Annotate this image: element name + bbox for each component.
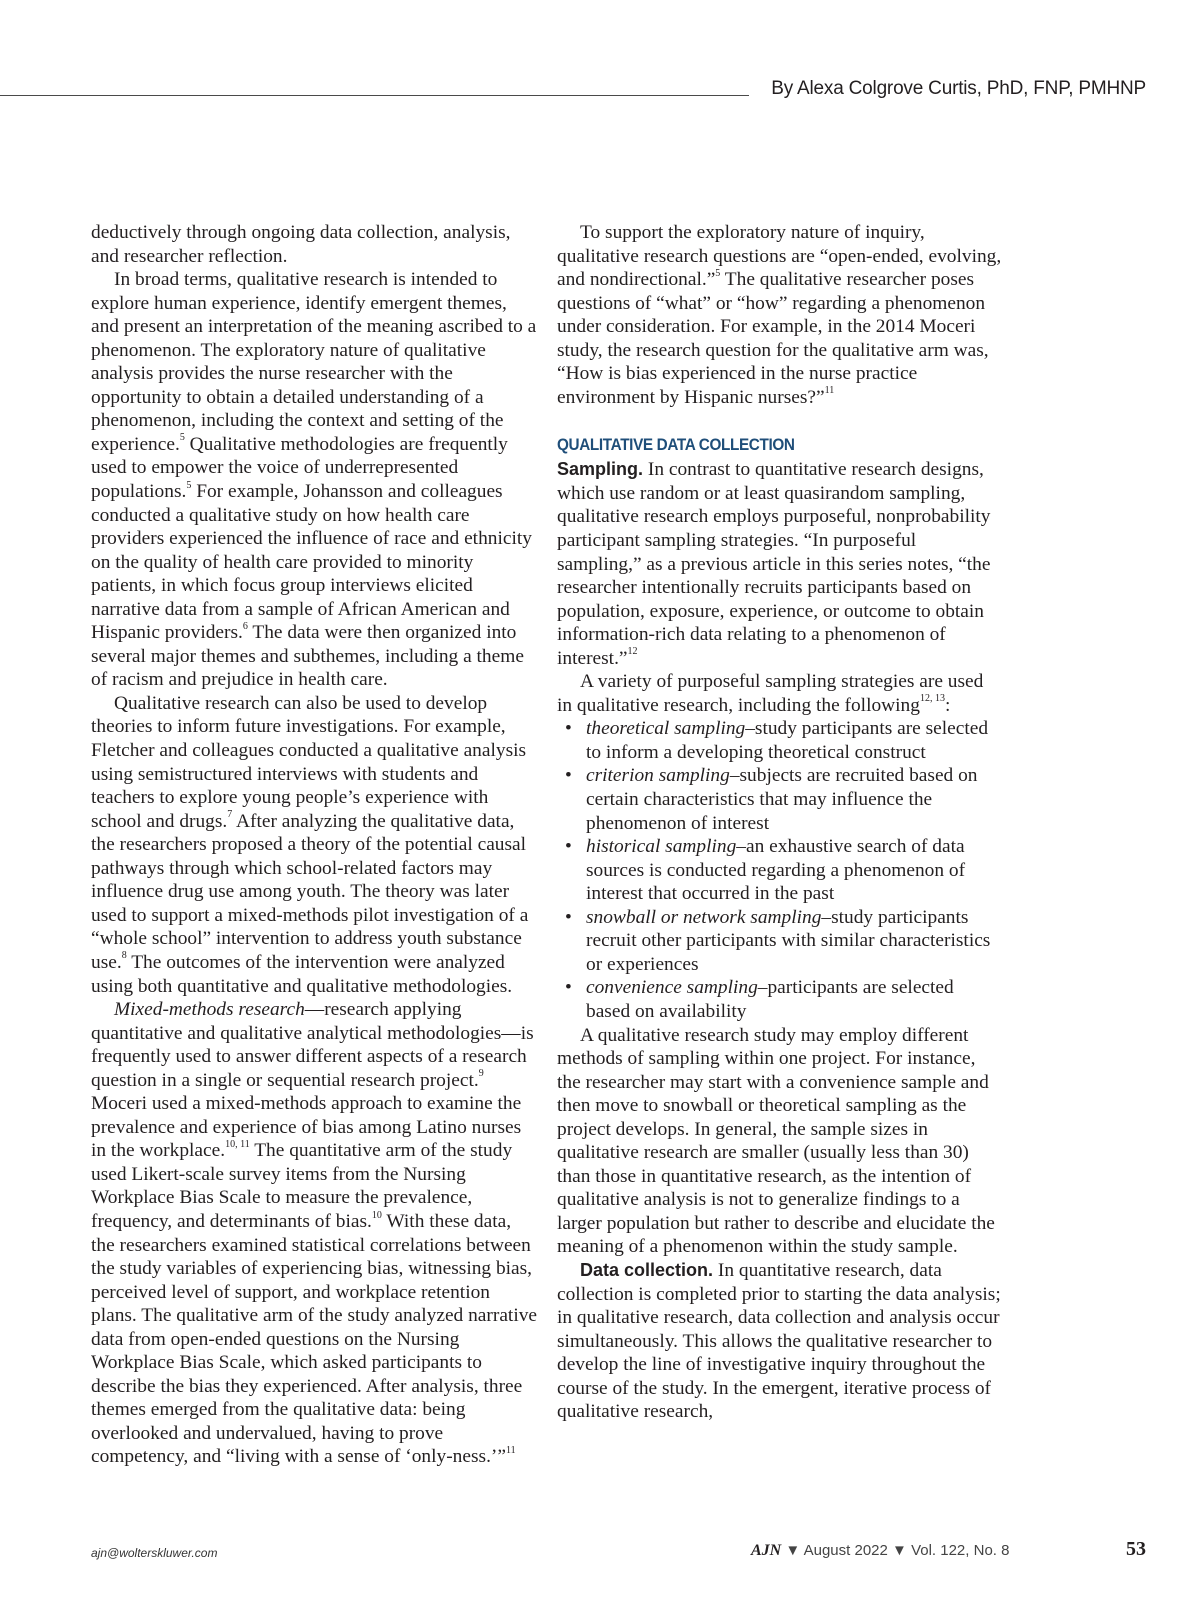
triangle-icon: ▼ (892, 1542, 907, 1559)
paragraph: Data collection. In quantitative research, data collection is completed prior to starting the data analysis; in qualitative research, data collection and analysis occur simultaneously. This allows the qualitative researcher to develop the line of investigative inquiry throughout the course of the study. In the emergent, iterative process of qualitative research, (557, 1259, 1001, 1423)
header-rule (0, 95, 749, 96)
footer-citation (751, 1542, 1009, 1560)
paragraph: A qualitative research study may employ different methods of sampling within one project. For instance, the researcher may start with a convenience sample and then move to snowball or theoretical sampling as the project develops. In general, the sample sizes in qualitative research are smaller (usually less than 30) than those in quantitative research, as the intention of qualitative analysis is not to generalize findings to a larger population but rather to describe and elucidate the meaning of a phenomenon within the study sample. (557, 1024, 995, 1258)
page-number: 53 (1126, 1538, 1146, 1560)
paragraph: deductively through ongoing data collection, analysis, and researcher reflection. (91, 222, 511, 267)
section-heading: QUALITATIVE DATA COLLECTION (557, 435, 795, 455)
citation: 9 (478, 1068, 484, 1080)
author-byline: By Alexa Colgrove Curtis, PhD, FNP, PMHNP (771, 78, 1146, 99)
paragraph: To support the exploratory nature of inquiry, qualitative research questions are “open-ended, evolving, and nondirectional.”$^5$ The qualitative researcher poses questions of “what” or “how” regarding a phenomenon under consideration. For example, in the 2014 Moceri study, the research question for the qualitative arm was, “How is bias experienced in the nurse practice environment by Hispanic nurses?”$^{11}$ (557, 222, 1002, 408)
volume-number: Vol. 122, No. 8 (911, 1542, 1010, 1559)
citation: 12, 13 (919, 693, 945, 705)
footer-email: ajn@wolterskluwer.com (91, 1546, 218, 1560)
paragraph: Qualitative research can also be used to develop theories to inform future investigations. For example, Fletcher and colleagues conducted a qualitative analysis using semistructured interviews with students and teachers to explore young people’s experience with school and drugs.$^7$ After analyzing the qualitative data, the researchers proposed a theory of the potential causal pathways through which school-related factors may influence drug use among youth. The theory was later used to support a mixed-methods pilot investigation of a “whole school” intervention to address youth substance use.$^8$ The outcomes of the intervention were analyzed using both quantitative and qualitative methodologies. (91, 692, 529, 997)
list-item: • historical sampling–an exhaustive search of data sources is conducted regarding a phenomenon of interest that occurred in the past (565, 836, 966, 905)
bullet-icon: • (565, 977, 572, 999)
citation: 10 (371, 1209, 382, 1221)
citation: 11 (505, 1444, 516, 1456)
citation: 10, 11 (225, 1138, 250, 1150)
run-in-heading: Data collection. (580, 1259, 714, 1280)
paragraph: In broad terms, qualitative research is intended to explore human experience, identify emergent themes, and present an interpretation of the meaning ascribed to a phenomenon. The exploratory nature of qualitative analysis provides the nurse researcher with the opportunity to obtain a detailed understanding of a phenomenon, including the context and setting of the experience.$^5$ Qualitative methodologies are frequently used to empower the voice of underrepresented populations.$^5$ For example, Johansson and colleagues conducted a qualitative study on how health care providers experienced the influence of race and ethnicity on the quality of health care provided to minority patients, in which focus group interviews elicited narrative data from a sample of African American and Hispanic providers.$^6$ The data were then organized into several major themes and subthemes, including a theme of racism and prejudice in health care. (91, 269, 537, 691)
citation: 6 (242, 620, 248, 632)
bullet-icon: • (565, 836, 572, 858)
list-item: • criterion sampling–subjects are recruited based on certain characteristics that may influence the phenomenon of interest (565, 765, 978, 834)
bullet-icon: • (565, 906, 572, 928)
paragraph: Sampling. In contrast to quantitative research designs, which use random or at least quasirandom sampling, qualitative research employs purposeful, nonprobability participant sampling strategies. “In purposeful sampling,” as a previous article in this series notes, “the researcher intentionally recruits participants based on population, exposure, experience, or outcome to obtain information-rich data relating to a phenomenon of interest.”$^{12}$ (557, 459, 991, 669)
citation: 11 (824, 385, 835, 397)
paragraph: A variety of purposeful sampling strategies are used in qualitative research, including the following$^{12, 13}$: (557, 671, 984, 716)
right-column (557, 221, 1002, 1424)
paragraph: Mixed-methods research—research applying quantitative and qualitative analytical methodologies—is frequently used to answer different aspects of a research question in a single or sequential research project.$^9$ Moceri used a mixed-methods approach to examine the prevalence and experience of bias among Latino nurses in the workplace.$^{10, 11}$ The quantitative arm of the study used Likert-scale survey items from the Nursing Workplace Bias Scale to measure the prevalence, frequency, and determinants of bias.$^{10}$ With these data, the researchers examined statistical correlations between the study variables of experiencing bias, witnessing bias, perceived level of support, and workplace retention plans. The qualitative arm of the study analyzed narrative data from open-ended questions on the Nursing Workplace Bias Scale, which asked participants to describe the bias they experienced. After analysis, three themes emerged from the qualitative data: being overlooked and undervalued, having to prove competency, and “living with a sense of ‘only-ness.’”$^{11}$ (91, 999, 538, 1468)
left-column (91, 221, 539, 1469)
citation: 5 (715, 267, 721, 279)
citation: 5 (186, 479, 192, 491)
citation: 5 (179, 432, 185, 444)
bullet-icon: • (565, 765, 572, 787)
list-item: • theoretical sampling–study participants are selected to inform a developing theoretical construct (565, 718, 989, 763)
list-item: • snowball or network sampling–study participants recruit other participants with similar characteristics or experiences (565, 906, 991, 975)
citation: 12 (627, 646, 638, 658)
citation: 8 (121, 950, 127, 962)
run-in-heading: Sampling. (557, 459, 644, 480)
term-italic: Mixed-methods research (114, 999, 305, 1021)
bullet-icon: • (565, 718, 572, 740)
triangle-icon: ▼ (785, 1542, 801, 1559)
journal-name: AJN (751, 1542, 782, 1559)
citation: 7 (227, 809, 233, 821)
list-item: • convenience sampling–participants are selected based on availability (565, 977, 954, 1022)
issue-date: August 2022 (803, 1542, 888, 1559)
sampling-list (557, 717, 1002, 1023)
